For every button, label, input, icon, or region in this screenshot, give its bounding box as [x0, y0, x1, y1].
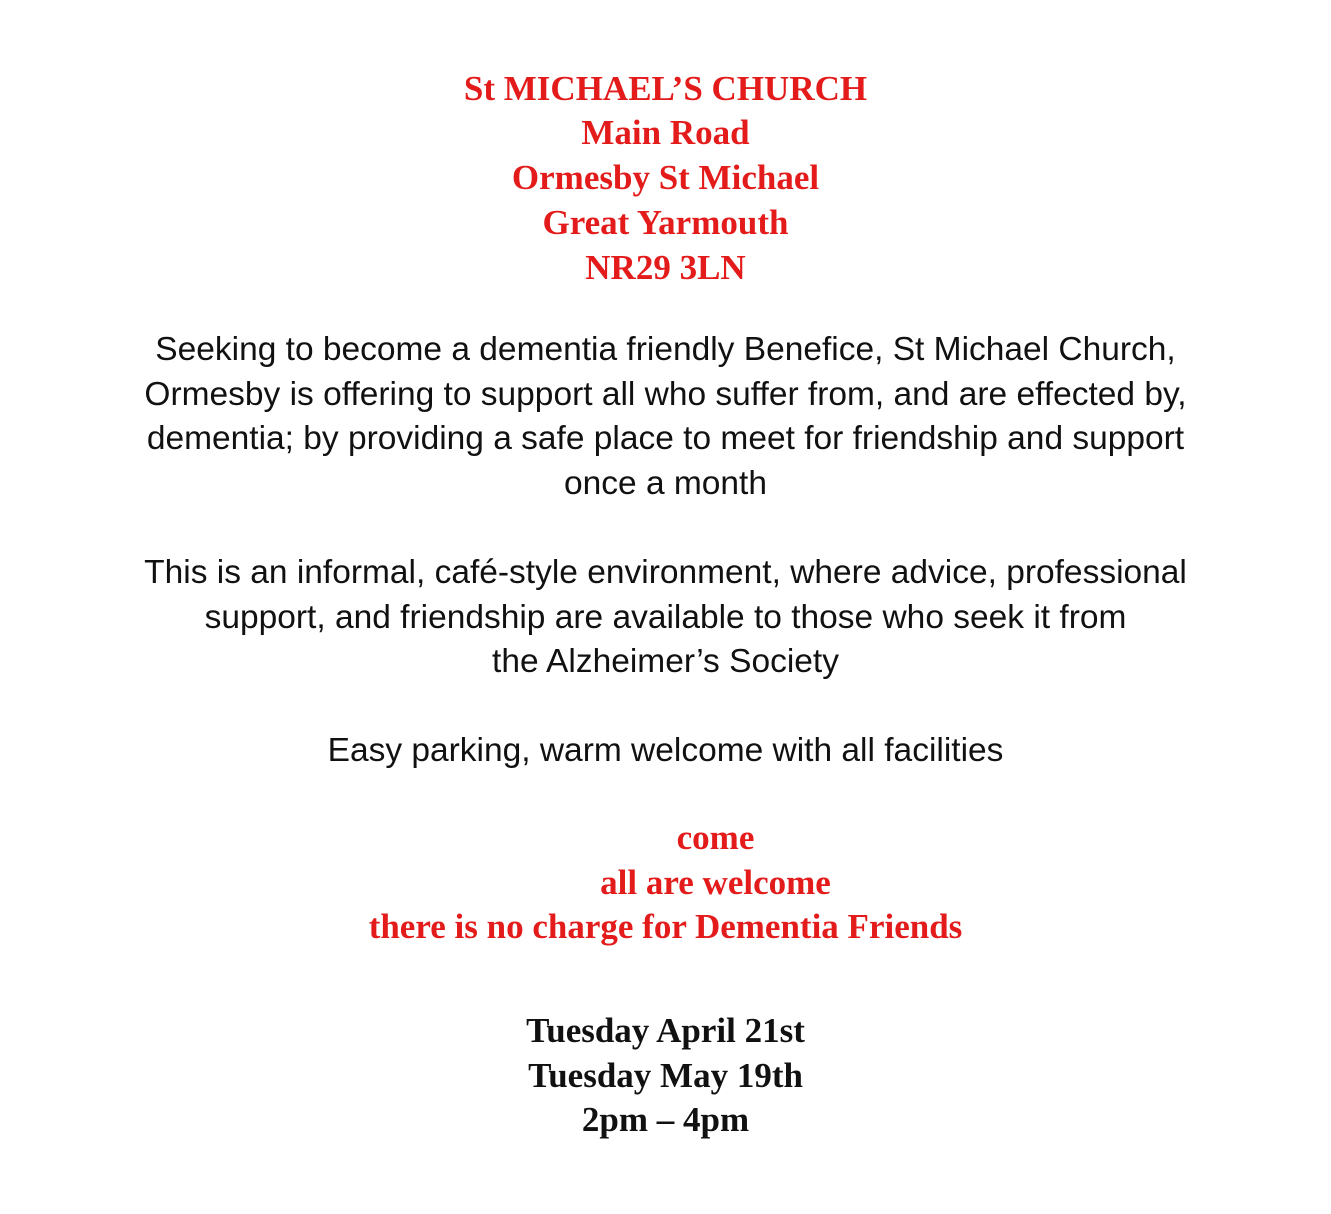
church-name: St MICHAEL’S CHURCH: [463, 69, 868, 108]
address-road: Main Road: [581, 113, 750, 152]
about-line-1: This is an informal, café-style environment, where advice, professional: [144, 554, 1187, 591]
invitation-line-3: there is no charge for Dementia Friends: [368, 907, 963, 946]
invitation-line-2: all are welcome: [600, 863, 831, 902]
intro-line-1: Seeking to become a dementia friendly Benefice, St Michael Church,: [155, 331, 1176, 368]
intro-line-3: dementia; by providing a safe place to meet for friendship and support: [146, 420, 1185, 457]
address-town: Great Yarmouth: [542, 203, 789, 242]
schedule-date-2: Tuesday May 19th: [528, 1056, 803, 1095]
intro-line-2: Ormesby is offering to support all who suffer from, and are effected by,: [144, 376, 1187, 413]
invitation-line-1: come: [676, 818, 755, 857]
schedule-time: 2pm – 4pm: [581, 1100, 750, 1139]
schedule-date-1: Tuesday April 21st: [526, 1011, 805, 1050]
facilities-text: Easy parking, warm welcome with all facilities: [327, 732, 1004, 769]
intro-line-4: once a month: [564, 465, 767, 502]
address-village: Ormesby St Michael: [511, 158, 820, 197]
address-postcode: NR29 3LN: [585, 248, 746, 287]
about-line-2: support, and friendship are available to those who seek it from: [204, 599, 1127, 636]
about-line-3: the Alzheimer’s Society: [492, 643, 839, 680]
